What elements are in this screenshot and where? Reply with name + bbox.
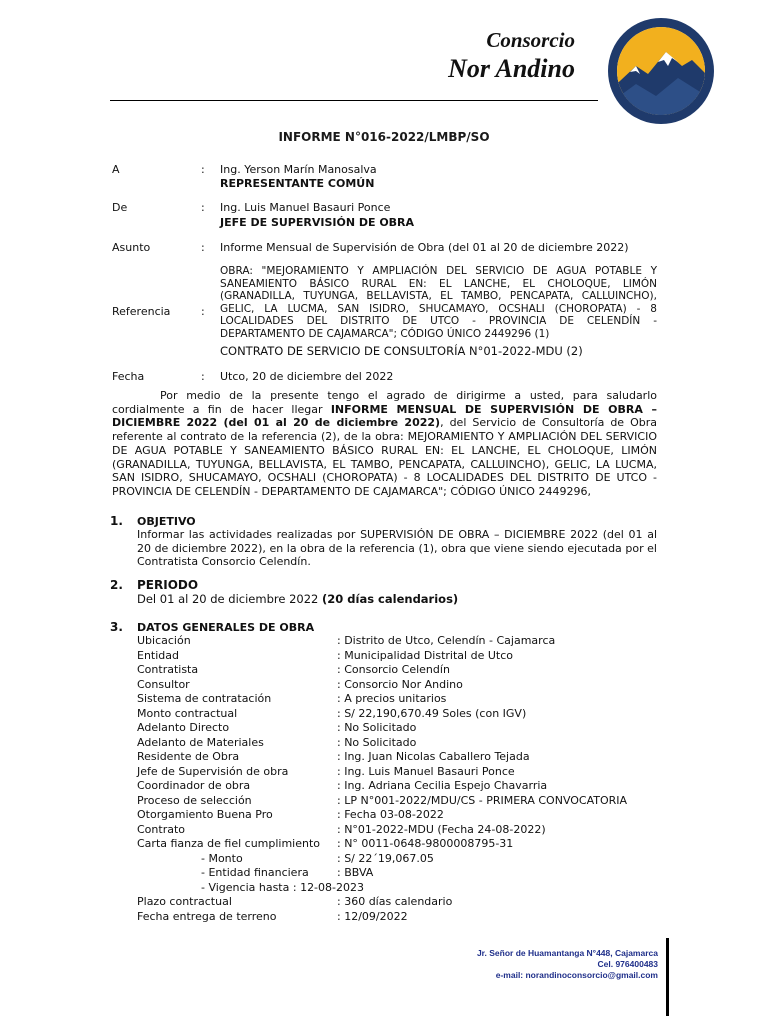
general-data-key: Jefe de Supervisión de obra bbox=[137, 764, 289, 778]
general-data-key: Ubicación bbox=[137, 634, 191, 647]
intro-part1: Por medio de la presente tengo el agrado de dirigirme a usted, para saludarlo cordialmente a fin de hacer llegar bbox=[112, 389, 657, 416]
reference-label: Referencia bbox=[112, 305, 171, 318]
general-data-key: - Entidad financiera bbox=[201, 866, 309, 879]
footer-divider-bar bbox=[666, 938, 669, 1016]
from-colon: : bbox=[201, 201, 205, 214]
section-2-title: PERIODO bbox=[137, 578, 199, 592]
from-name: Ing. Luis Manuel Basauri Ponce bbox=[220, 201, 391, 214]
general-data-value: : Consorcio Celendín bbox=[337, 663, 450, 676]
section-2-body bbox=[137, 593, 657, 607]
general-data-value: : A precios unitarios bbox=[337, 692, 447, 705]
general-data-value: : 12/09/2022 bbox=[337, 909, 408, 923]
general-data-key: Monto contractual bbox=[137, 706, 238, 720]
general-data-key: Sistema de contratación bbox=[137, 692, 272, 705]
general-data-value: : BBVA bbox=[337, 866, 374, 879]
to-name: Ing. Yerson Marín Manosalva bbox=[220, 163, 377, 176]
footer-address: Jr. Señor de Huamantanga N°448, Cajamarca bbox=[476, 948, 658, 958]
period-days: (20 días calendarios) bbox=[322, 592, 459, 606]
general-data-value: : S/ 22´19,067.05 bbox=[337, 851, 434, 865]
to-colon: : bbox=[201, 163, 205, 176]
report-title: INFORME N°016-2022/LMBP/SO bbox=[278, 130, 490, 144]
footer-phone: Cel. 976400483 bbox=[597, 959, 658, 969]
intro-bold: INFORME MENSUAL DE SUPERVISIÓN DE OBRA – DICIEMBRE 2022 (del 01 al 20 de diciembre 2022) bbox=[112, 402, 657, 430]
date-label: Fecha bbox=[112, 370, 145, 383]
section-1-title: OBJETIVO bbox=[137, 515, 196, 528]
section-2-number: 2. bbox=[110, 578, 123, 592]
intro-paragraph bbox=[112, 389, 657, 499]
general-data-key: Plazo contractual bbox=[137, 895, 232, 908]
subject-colon: : bbox=[201, 241, 205, 254]
footer-contact bbox=[477, 948, 658, 981]
section-1-body: Informar las actividades realizadas por SUPERVISIÓN DE OBRA – DICIEMBRE 2022 (del 01 al 20 de diciembre 2022), en la obra de la referencia (1), obra que viene siendo ejecutada por el Contratista Consorcio Celendín. bbox=[137, 528, 657, 568]
general-data-value: : Ing. Juan Nicolas Caballero Tejada bbox=[337, 750, 530, 763]
general-data-value: : N°01-2022-MDU (Fecha 24-08-2022) bbox=[337, 822, 546, 836]
date-text: Utco, 20 de diciembre del 2022 bbox=[220, 370, 394, 383]
brand-name-line1: Consorcio bbox=[486, 28, 575, 52]
general-data-value: : N° 0011-0648-9800008795-31 bbox=[337, 837, 514, 850]
header-divider bbox=[110, 100, 598, 101]
general-data-value: : S/ 22,190,670.49 Soles (con IGV) bbox=[337, 706, 527, 720]
section-3-number: 3. bbox=[110, 620, 123, 634]
general-data-key: Entidad bbox=[137, 648, 179, 662]
general-data-key: Adelanto de Materiales bbox=[137, 735, 264, 749]
general-data-key: Contratista bbox=[137, 663, 199, 676]
general-data-value: : 360 días calendario bbox=[337, 895, 453, 908]
general-data-key: Carta fianza de fiel cumplimiento bbox=[137, 837, 321, 850]
general-data-key: Fecha entrega de terreno bbox=[137, 909, 277, 923]
subject-label: Asunto bbox=[112, 241, 151, 254]
subject-text: Informe Mensual de Supervisión de Obra (del 01 al 20 de diciembre 2022) bbox=[220, 241, 629, 254]
general-data-key: - Vigencia hasta : 12-08-2023 bbox=[201, 880, 364, 894]
to-role: REPRESENTANTE COMÚN bbox=[220, 177, 375, 190]
general-data-key: Coordinador de obra bbox=[137, 779, 251, 792]
general-data-value: : Ing. Luis Manuel Basauri Ponce bbox=[337, 764, 515, 778]
general-data-key: - Monto bbox=[201, 851, 243, 865]
general-data-value: : No Solicitado bbox=[337, 735, 417, 749]
general-data-key: Otorgamiento Buena Pro bbox=[137, 808, 273, 821]
reference-colon: : bbox=[201, 305, 205, 318]
general-data-value: : Fecha 03-08-2022 bbox=[337, 808, 444, 821]
general-data-key: Adelanto Directo bbox=[137, 721, 230, 734]
from-role: JEFE DE SUPERVISIÓN DE OBRA bbox=[220, 216, 415, 229]
general-data-key: Residente de Obra bbox=[137, 750, 240, 763]
general-data-key: Proceso de selección bbox=[137, 793, 252, 807]
general-data-value: : No Solicitado bbox=[337, 721, 417, 734]
general-data-value: : Consorcio Nor Andino bbox=[337, 677, 463, 691]
intro-part2: , del Servicio de Consultoría de Obra referente al contrato de la referencia (2), de la obra: MEJORAMIENTO Y AMPLIACIÓN DEL SERVICIO DE AGUA POTABLE Y SANEAMIENTO BÁSICO RURAL EN: EL LANCHE, EL CHOLOQUE, LIMÓN (GRANADILLA, TUYUNGA, BELLAVISTA, EL TAMBO, PENCAPATA, CALLUINCHO), GELIC, LA LUCMA, SAN ISIDRO, SHUCAMAYO, OCSHALI (CHOROPATA) - 8 LOCALIDADES DEL DISTRITO DE UTCO - PROVINCIA DE CELENDÍN - DEPARTAMENTO DE CAJAMARCA"; CÓDIGO ÚNICO 2449296, bbox=[112, 416, 657, 498]
general-data-key: Consultor bbox=[137, 677, 190, 691]
date-colon: : bbox=[201, 370, 205, 383]
section-3-title: DATOS GENERALES DE OBRA bbox=[137, 621, 315, 634]
from-label: De bbox=[112, 201, 128, 214]
period-text: Del 01 al 20 de diciembre 2022 bbox=[137, 592, 323, 606]
general-data-value: : Distrito de Utco, Celendín - Cajamarca bbox=[337, 634, 556, 647]
reference-contract: CONTRATO DE SERVICIO DE CONSULTORÍA N°01-2022-MDU (2) bbox=[220, 344, 583, 358]
brand-name-line2: Nor Andino bbox=[448, 54, 575, 83]
mountain-sun-logo-icon bbox=[606, 16, 716, 126]
footer-email: e-mail: norandinoconsorcio@gmail.com bbox=[495, 970, 658, 980]
section-1-number: 1. bbox=[110, 514, 123, 528]
general-data-key: Contrato bbox=[137, 822, 186, 836]
general-data-value: : Municipalidad Distrital de Utco bbox=[337, 648, 513, 662]
general-data-value: : LP N°001-2022/MDU/CS - PRIMERA CONVOCATORIA bbox=[337, 793, 628, 807]
reference-work: OBRA: "MEJORAMIENTO Y AMPLIACIÓN DEL SERVICIO DE AGUA POTABLE Y SANEAMIENTO BÁSICO RURAL EN: EL LANCHE, EL CHOLOQUE, LIMÓN (GRANADILLA, TUYUNGA, BELLAVISTA, EL TAMBO, PENCAPATA, CALLUINCHO), GELIC, LA LUCMA, SAN ISIDRO, SHUCAMAYO, OCSHALI (CHOROPATA) - 8 LOCALIDADES DEL DISTRITO DE UTCO - PROVINCIA DE CELENDÍN - DEPARTAMENTO DE CAJAMARCA"; CÓDIGO ÚNICO 2449296 (1) bbox=[220, 265, 657, 340]
general-data-value: : Ing. Adriana Cecilia Espejo Chavarria bbox=[337, 779, 548, 792]
to-label: A bbox=[112, 163, 120, 176]
